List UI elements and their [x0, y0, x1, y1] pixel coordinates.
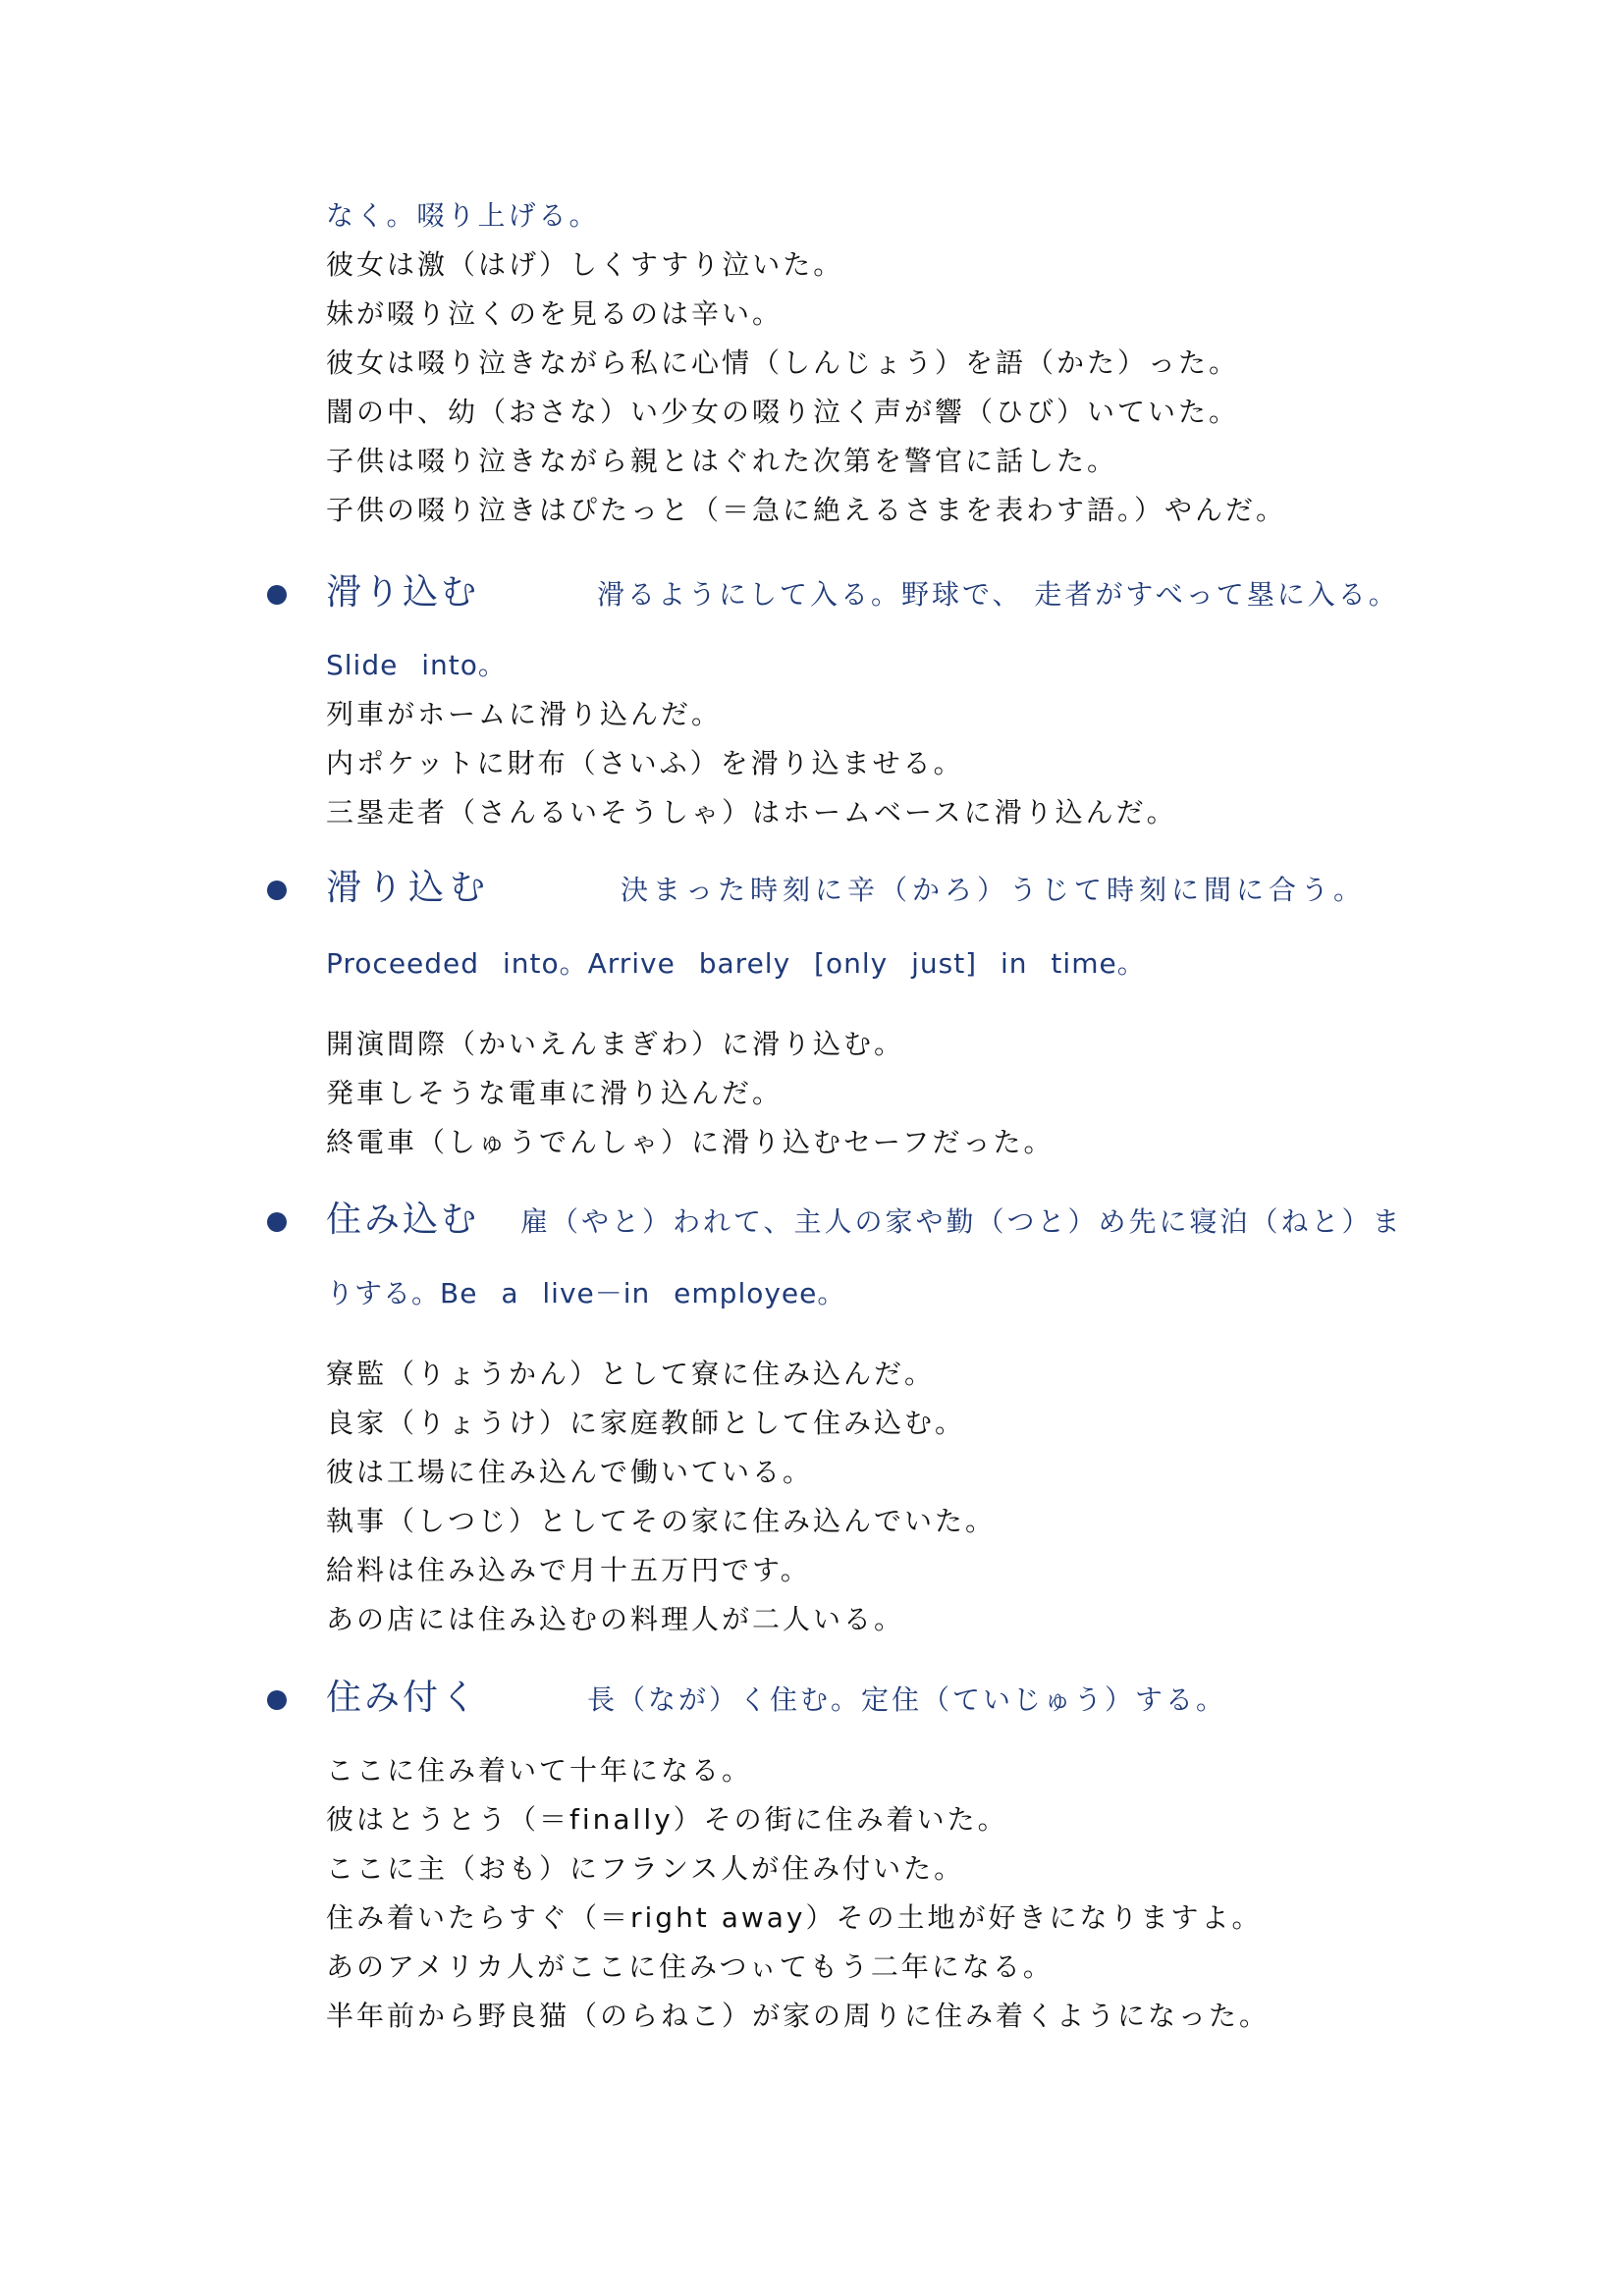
bullet-icon	[267, 1212, 287, 1232]
example-sentence: 彼女は啜り泣きながら私に心情（しんじょう）を語（かた）った。	[326, 347, 1240, 379]
intro-continuation: なく。啜り上げる。	[326, 199, 600, 232]
example-sentence: ここに住み着いて十年になる。	[326, 1754, 753, 1787]
example-sentence: 終電車（しゅうでんしゃ）に滑り込むセーフだった。	[326, 1126, 1055, 1158]
example-sentence: 内ポケットに財布（さいふ）を滑り込ませる。	[326, 747, 964, 779]
entry-definition: 雇（やと）われて、主人の家や勤（つと）め先に寝泊（ねと）ま	[520, 1205, 1403, 1238]
bullet-icon	[267, 1690, 287, 1710]
example-sentence: 寮監（りょうかん）として寮に住み込んだ。	[326, 1358, 936, 1390]
entry-word: 滑り込む	[326, 868, 492, 908]
entry-word: 滑り込む	[326, 572, 480, 613]
example-sentence: あの店には住み込むの料理人が二人いる。	[326, 1603, 905, 1635]
example-sentence: 彼は工場に住み込んで働いている。	[326, 1456, 814, 1488]
example-sentence: 給料は住み込みで月十五万円です。	[326, 1554, 811, 1586]
example-sentence: 住み着いたらすぐ（＝right away）その土地が好きになりますよ。	[326, 1901, 1263, 1934]
example-sentence: 彼女は激（はげ）しくすすり泣いた。	[326, 248, 844, 281]
entry-word: 住み付く	[326, 1678, 480, 1718]
example-sentence: 執事（しつじ）としてその家に住み込んでいた。	[326, 1505, 997, 1537]
example-sentence: 三塁走者（さんるいそうしゃ）はホームベースに滑り込んだ。	[326, 796, 1177, 828]
bullet-icon	[267, 585, 287, 605]
entry-english: Proceeded into。Arrive barely [only just] in time。	[326, 947, 1146, 980]
example-sentence: 闇の中、幼（おさな）い少女の啜り泣く声が響（ひび）いていた。	[326, 396, 1240, 428]
entry-english: Slide into。	[326, 649, 507, 681]
entry-definition: 長（なが）く住む。定住（ていじゅう）する。	[587, 1683, 1227, 1716]
example-sentence: 子供は啜り泣きながら親とはぐれた次第を警官に話した。	[326, 445, 1118, 477]
example-sentence: ここに主（おも）にフランス人が住み付いた。	[326, 1852, 965, 1885]
example-sentence: 列車がホームに滑り込んだ。	[326, 698, 723, 730]
example-sentence: 半年前から野良猫（のらねこ）が家の周りに住み着くようになった。	[326, 2000, 1271, 2032]
entry-definition: 決まった時刻に辛（かろ）うじて時刻に間に合う。	[621, 874, 1367, 906]
example-sentence: 妹が啜り泣くのを見るのは辛い。	[326, 297, 784, 330]
example-sentence: あのアメリカ人がここに住みつぃてもう二年になる。	[326, 1950, 1054, 1983]
bullet-icon	[267, 881, 287, 900]
example-sentence: 彼はとうとう（＝finally）その街に住み着いた。	[326, 1803, 1008, 1836]
example-sentence: 子供の啜り泣きはぴたっと（＝急に絶えるさまを表わす語。）やんだ。	[326, 494, 1287, 526]
example-sentence: 開演間際（かいえんまぎわ）に滑り込む。	[326, 1028, 905, 1060]
entry-definition-continued: りする。Be a live－in employee。	[326, 1277, 846, 1309]
entry-definition: 滑るようにして入る。野球で、 走者がすべって塁に入る。	[597, 578, 1399, 611]
example-sentence: 良家（りょうけ）に家庭教師として住み込む。	[326, 1407, 966, 1439]
entry-word: 住み込む	[326, 1200, 480, 1240]
example-sentence: 発車しそうな電車に滑り込んだ。	[326, 1077, 784, 1109]
